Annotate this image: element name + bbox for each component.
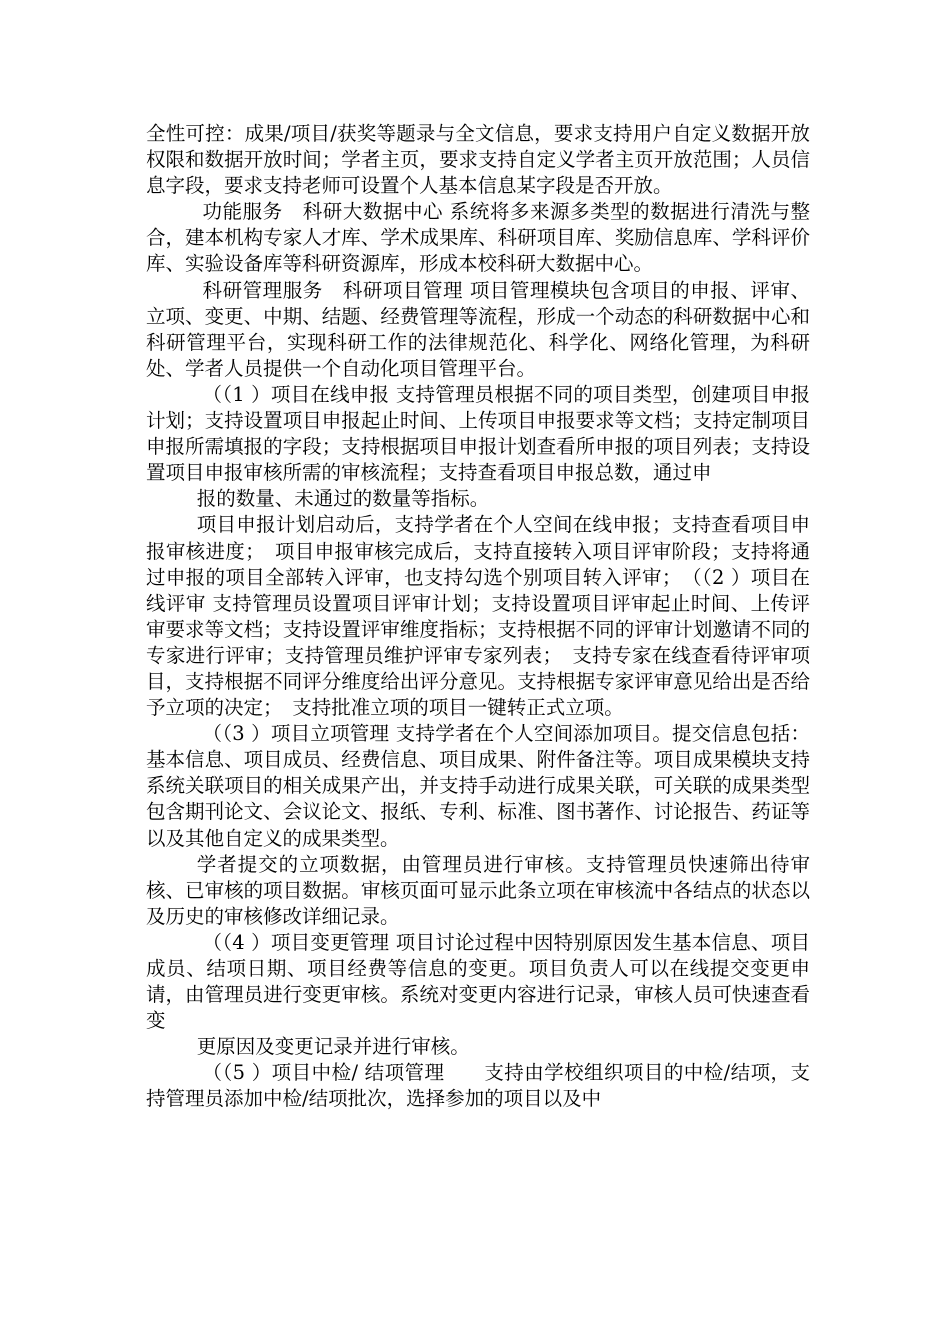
paragraph-change-review: 更原因及变更记录并进行审核。	[196, 1035, 470, 1059]
paragraph-project-approval: （（3 ）项目立项管理 支持学者在个人空间添加项目。提交信息包括：基本信息、项目成员、经费信息、项目成果、附件备注等。项目成果模块支持系统关联项目的相关成果产出，并支持手动进行成果关联，可关联的成果类型包含期刊论文、会议论文、报纸、专利、标准、图书著作、讨论报告、药证等以及其他自定义的成果类型。	[146, 722, 810, 850]
paragraph-functional-service: 功能服务 科研大数据中心 系统将多来源多类型的数据进行清洗与整合，建本机构专家人才库、学术成果库、科研项目库、奖励信息库、学科评价库、实验设备库等科研资源库，形成本校科研大数据中心。	[146, 200, 810, 276]
paragraph-online-application: （（1 ）项目在线申报 支持管理员根据不同的项目类型，创建项目申报计划；支持设置项目申报起止时间、上传项目申报要求等文档；支持定制项目申报所需填报的字段；支持根据项目申报计划查看所申报的项目列表；支持设置项目申报审核所需的审核流程；支持查看项目申报总数，通过申	[146, 382, 810, 485]
paragraph-research-management: 科研管理服务 科研项目管理 项目管理模块包含项目的申报、评审、立项、变更、中期、结题、经费管理等流程，形成一个动态的科研数据中心和科研管理平台，实现科研工作的法律规范化、科学化、网络化管理，为科研处、学者人员提供一个自动化项目管理平台。	[146, 278, 810, 380]
paragraph-midterm-completion: （（5 ）项目中检/ 结项管理 支持由学校组织项目的中检/结项，支持管理员添加中检/结项批次，选择参加的项目以及中	[146, 1061, 810, 1111]
document-body	[146, 121, 810, 1113]
paragraph-online-review: 项目申报计划启动后，支持学者在个人空间在线申报；支持查看项目申报审核进度； 项目申报审核完成后，支持直接转入项目评审阶段；支持将通过申报的项目全部转入评审，也支持勾选个别项目转入评审； （（2 ）项目在线评审 支持管理员设置项目评审计划；支持设置项目评审起止时间、上传评审要求等文档；支持设置评审维度指标；支持根据不同的评审计划邀请不同的专家进行评审；支持管理员维护评审专家列表； 支持专家在线查看待评审项目，支持根据不同评分维度给出评分意见。支持根据专家评审意见给出是否给予立项的决定； 支持批准立项的项目一键转正式立项。	[146, 513, 810, 720]
paragraph-application-metrics: 报的数量、未通过的数量等指标。	[196, 487, 490, 511]
paragraph-approval-review: 学者提交的立项数据，由管理员进行审核。支持管理员快速筛出待审核、已审核的项目数据。审核页面可显示此条立项在审核流中各结点的状态以及历史的审核修改详细记录。	[146, 852, 810, 928]
paragraph-project-change: （（4 ）项目变更管理 项目讨论过程中因特别原因发生基本信息、项目成员、结项日期、项目经费等信息的变更。项目负责人可以在线提交变更申请，由管理员进行变更审核。系统对变更内容进行记录，审核人员可快速查看变	[146, 930, 810, 1033]
paragraph-open-access-control: 全性可控：成果/项目/获奖等题录与全文信息，要求支持用户自定义数据开放权限和数据开放时间；学者主页，要求支持自定义学者主页开放范围；人员信息字段，要求支持老师可设置个人基本信息某字段是否开放。	[146, 122, 810, 198]
